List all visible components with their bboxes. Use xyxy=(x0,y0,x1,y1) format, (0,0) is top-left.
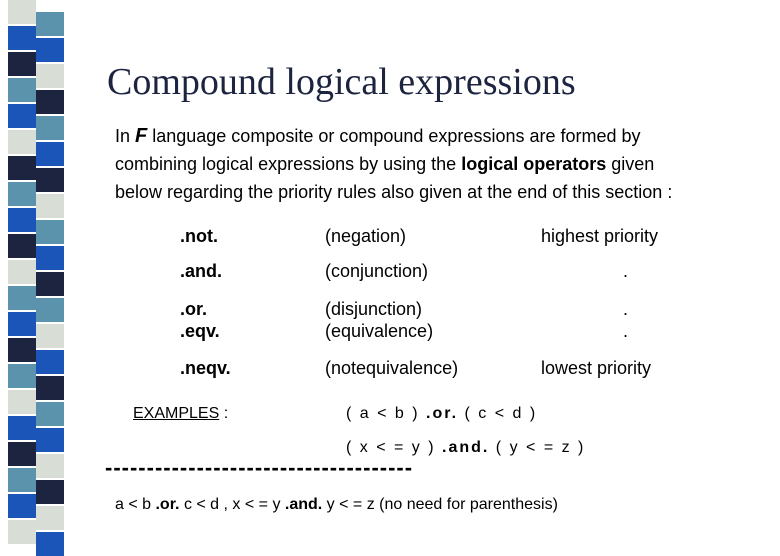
example-text: ( y < = z ) xyxy=(489,439,586,456)
decorative-square xyxy=(8,104,36,128)
operator-and: .and. xyxy=(180,261,223,281)
decorative-square xyxy=(8,182,36,206)
operator-eqv: .eqv. xyxy=(180,321,220,341)
decorative-square xyxy=(8,312,36,336)
intro-line-3: below regarding the priority rules also given at the end of this section : xyxy=(115,182,673,202)
decorative-square xyxy=(36,454,64,478)
decorative-square xyxy=(36,12,64,36)
decorative-square xyxy=(36,532,64,556)
intro-text: given xyxy=(606,154,655,174)
decorative-square xyxy=(36,168,64,192)
intro-text: In xyxy=(115,126,136,146)
decorative-square xyxy=(8,78,36,102)
decorative-square xyxy=(8,130,36,154)
decorative-square xyxy=(36,90,64,114)
decorative-square xyxy=(36,428,64,452)
slide-title: Compound logical expressions xyxy=(107,61,576,103)
intro-text: language composite or compound expressions are formed by xyxy=(147,126,641,146)
priority-label: lowest priority xyxy=(541,358,652,378)
separator-line: ------------------------------------- xyxy=(105,455,414,480)
example-text: y < = z (no need for parenthesis) xyxy=(322,496,558,513)
intro-bold: logical operators xyxy=(461,154,607,174)
operator-not: .not. xyxy=(180,226,218,246)
decorative-square xyxy=(36,324,64,348)
example-text: c < d , x < = y xyxy=(179,496,285,513)
decorative-square xyxy=(8,52,36,76)
decorative-square xyxy=(8,234,36,258)
decorative-square xyxy=(8,208,36,232)
decorative-square xyxy=(36,64,64,88)
example-operator: .or. xyxy=(426,405,459,422)
example-text: a < b xyxy=(115,496,156,513)
decorative-square xyxy=(8,390,36,414)
operator-meaning: (notequivalence) xyxy=(325,358,459,378)
example-1 xyxy=(346,405,537,423)
operator-or: .or. xyxy=(180,299,208,319)
decorative-square xyxy=(36,142,64,166)
example-operator: .and. xyxy=(284,496,323,513)
example-operator: .or. xyxy=(155,496,180,513)
decorative-square xyxy=(8,468,36,492)
decorative-square xyxy=(8,338,36,362)
decorative-square xyxy=(8,416,36,440)
intro-line-2 xyxy=(115,150,755,178)
operator-meaning: (disjunction) xyxy=(325,299,423,319)
intro-line-1 xyxy=(115,122,755,150)
decorative-square xyxy=(36,480,64,504)
example-text: ( x < = y ) xyxy=(346,439,443,456)
decorative-square xyxy=(36,376,64,400)
decorative-square xyxy=(36,246,64,270)
decorative-square xyxy=(8,26,36,50)
decorative-square xyxy=(36,350,64,374)
example-operator: .and. xyxy=(442,439,490,456)
decorative-square-strip xyxy=(0,0,66,540)
priority-dot: . xyxy=(623,299,629,319)
decorative-square xyxy=(36,194,64,218)
decorative-square xyxy=(8,442,36,466)
example-text: ( c < d ) xyxy=(458,405,538,422)
priority-dot: . xyxy=(623,321,629,341)
priority-label: highest priority xyxy=(541,226,659,246)
no-parenthesis-example xyxy=(115,496,558,514)
examples-heading xyxy=(133,405,228,423)
language-name: F xyxy=(135,125,148,147)
operator-neqv: .neqv. xyxy=(180,358,231,378)
decorative-square xyxy=(8,520,36,544)
decorative-square xyxy=(36,116,64,140)
decorative-square xyxy=(36,402,64,426)
examples-label: EXAMPLES xyxy=(133,405,220,422)
decorative-square xyxy=(36,506,64,530)
decorative-square xyxy=(8,286,36,310)
decorative-square xyxy=(36,272,64,296)
decorative-square xyxy=(8,494,36,518)
decorative-square xyxy=(36,220,64,244)
intro-text: combining logical expressions by using the xyxy=(115,154,462,174)
operator-meaning: (conjunction) xyxy=(325,261,429,281)
priority-dot: . xyxy=(623,261,629,281)
example-text: ( a < b ) xyxy=(346,405,427,422)
decorative-square xyxy=(8,364,36,388)
operator-meaning: (equivalence) xyxy=(325,321,434,341)
operator-meaning: (negation) xyxy=(325,226,407,246)
intro-paragraph xyxy=(115,122,755,206)
decorative-square xyxy=(36,38,64,62)
decorative-square xyxy=(8,156,36,180)
decorative-square xyxy=(8,260,36,284)
decorative-square xyxy=(36,298,64,322)
decorative-square xyxy=(8,0,36,24)
examples-colon: : xyxy=(219,405,229,422)
